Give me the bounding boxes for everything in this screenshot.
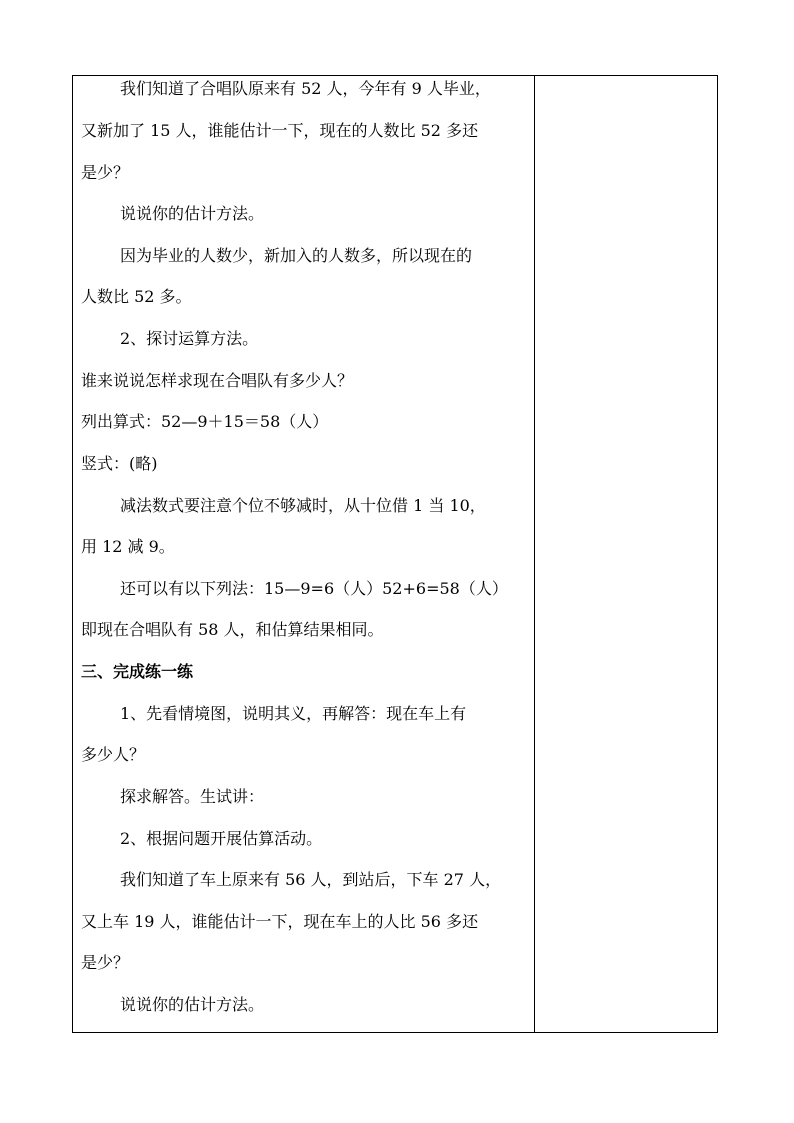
lesson-text-line: 说说你的估计方法。 <box>120 995 265 1014</box>
lesson-text-line: 探求解答。生试讲： <box>120 787 265 806</box>
lesson-text-line: 竖式：(略) <box>81 454 158 473</box>
lesson-text-line: 2、根据问题开展估算活动。 <box>120 829 323 848</box>
lesson-text-line: 人数比 52 多。 <box>81 287 192 306</box>
notes-cell <box>535 76 717 1032</box>
lesson-text-line: 2、探讨运算方法。 <box>120 329 259 348</box>
lesson-text-line: 三、完成练一练 <box>81 662 194 681</box>
lesson-text-line: 又上车 19 人，谁能估计一下，现在车上的人比 56 多还 <box>81 912 479 931</box>
lesson-text-line: 还可以有以下列法：15—9=6（人）52+6=58（人） <box>120 579 508 598</box>
lesson-text-line: 我们知道了车上原来有 56 人，到站后，下车 27 人， <box>120 870 502 889</box>
lesson-text-line: 又新加了 15 人，谁能估计一下，现在的人数比 52 多还 <box>81 121 479 140</box>
lesson-content-cell <box>73 76 534 1032</box>
lesson-text-line: 因为毕业的人数少，新加入的人数多，所以现在的 <box>120 246 473 265</box>
lesson-text-line: 谁来说说怎样求现在合唱队有多少人？ <box>81 371 354 390</box>
lesson-text-line: 用 12 减 9。 <box>81 537 175 556</box>
lesson-text-line: 是少？ <box>81 163 130 182</box>
lesson-text-line: 即现在合唱队有 58 人，和估算结果相同。 <box>81 620 384 639</box>
lesson-table <box>72 75 718 1033</box>
lesson-text-line: 1、先看情境图，说明其义，再解答：现在车上有 <box>120 704 467 723</box>
lesson-text-line: 多少人？ <box>81 745 146 764</box>
lesson-text-line: 是少？ <box>81 953 130 972</box>
lesson-text-line: 列出算式：52—9＋15＝58（人） <box>81 412 329 431</box>
lesson-text-line: 说说你的估计方法。 <box>120 204 265 223</box>
lesson-text-line: 减法数式要注意个位不够减时，从十位借 1 当 10， <box>120 496 486 515</box>
lesson-text-line: 我们知道了合唱队原来有 52 人，今年有 9 人毕业， <box>120 79 491 98</box>
